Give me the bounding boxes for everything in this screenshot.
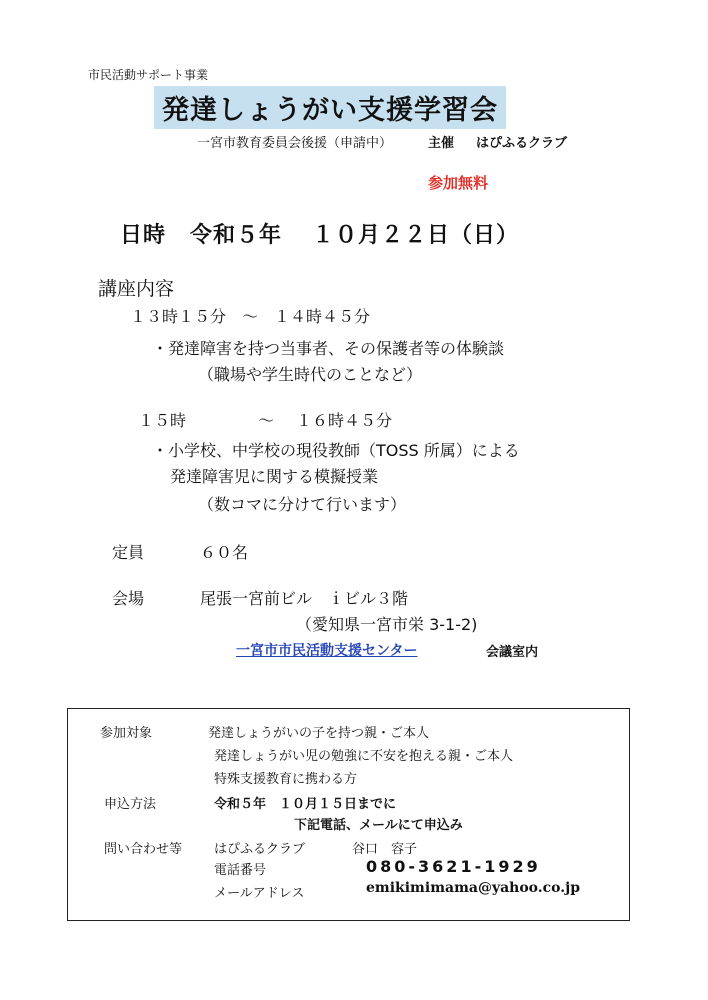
date-era-year: 令和５年 <box>190 223 283 248</box>
venue-address: （愛知県一宮市栄 3-1-2) <box>296 615 478 634</box>
backing-text: 一宮市教育委員会後援（申請中） <box>197 136 393 151</box>
target-label: 参加対象 <box>100 726 153 741</box>
supporter-label: 市民活動サポート事業 <box>88 68 209 82</box>
capacity-label: 定員 <box>112 543 145 562</box>
session-1-line-1: ・発達障害を持つ当事者、その保護者等の体験談 <box>152 339 505 358</box>
session-2-time-start: １５時 <box>138 411 187 430</box>
venue-center-link[interactable]: 一宮市市民活動支援センター <box>236 643 418 659</box>
session-2-time-sep: ～ <box>258 411 275 430</box>
capacity-value: ６０名 <box>200 543 249 562</box>
apply-deadline: 令和５年 １０月１５日までに <box>214 797 397 812</box>
email-address[interactable]: emikimimama@yahoo.co.jp <box>366 880 580 896</box>
target-item-2: 発達しょうがい児の勉強に不安を抱える親・ご本人 <box>214 749 514 764</box>
phone-label: 電話番号 <box>214 863 267 878</box>
target-item-1: 発達しょうがいの子を持つ親・ご本人 <box>208 726 430 741</box>
contact-label: 問い合わせ等 <box>104 842 183 857</box>
target-item-3: 特殊支援教育に携わる方 <box>214 772 358 787</box>
session-2-line-1: ・小学校、中学校の現役教師（TOSS 所属）による <box>152 441 520 460</box>
apply-label: 申込方法 <box>104 797 157 812</box>
session-2-time-end: １６時４５分 <box>296 411 393 430</box>
page-title: 発達しょうがい支援学習会 <box>154 86 506 129</box>
session-1-time: １３時１５分 ～ １４時４５分 <box>130 307 371 326</box>
session-2-line-2: 発達障害児に関する模擬授業 <box>170 467 379 486</box>
contact-person: 谷口 容子 <box>352 842 418 857</box>
venue-building: 尾張一宮前ビル ｉビル３階 <box>200 589 409 608</box>
organizer-name: はぴふるクラブ <box>476 136 568 151</box>
organizer-label: 主催 <box>428 136 455 151</box>
contact-org: はぴふるクラブ <box>214 842 306 857</box>
program-heading: 講座内容 <box>98 278 175 300</box>
venue-room: 会議室内 <box>486 645 539 660</box>
date-value: １０月２２日（日） <box>312 223 520 248</box>
free-badge: 参加無料 <box>428 174 489 192</box>
venue-label: 会場 <box>112 589 145 608</box>
email-label: メールアドレス <box>214 886 305 901</box>
apply-method: 下記電話、メールにて申込み <box>294 818 463 833</box>
session-2-line-3: （数コマに分けて行います） <box>198 495 407 514</box>
session-1-line-2: （職場や学生時代のことなど） <box>198 365 423 384</box>
phone-number[interactable]: 080-3621-1929 <box>366 857 541 876</box>
date-label: 日時 <box>120 223 167 248</box>
